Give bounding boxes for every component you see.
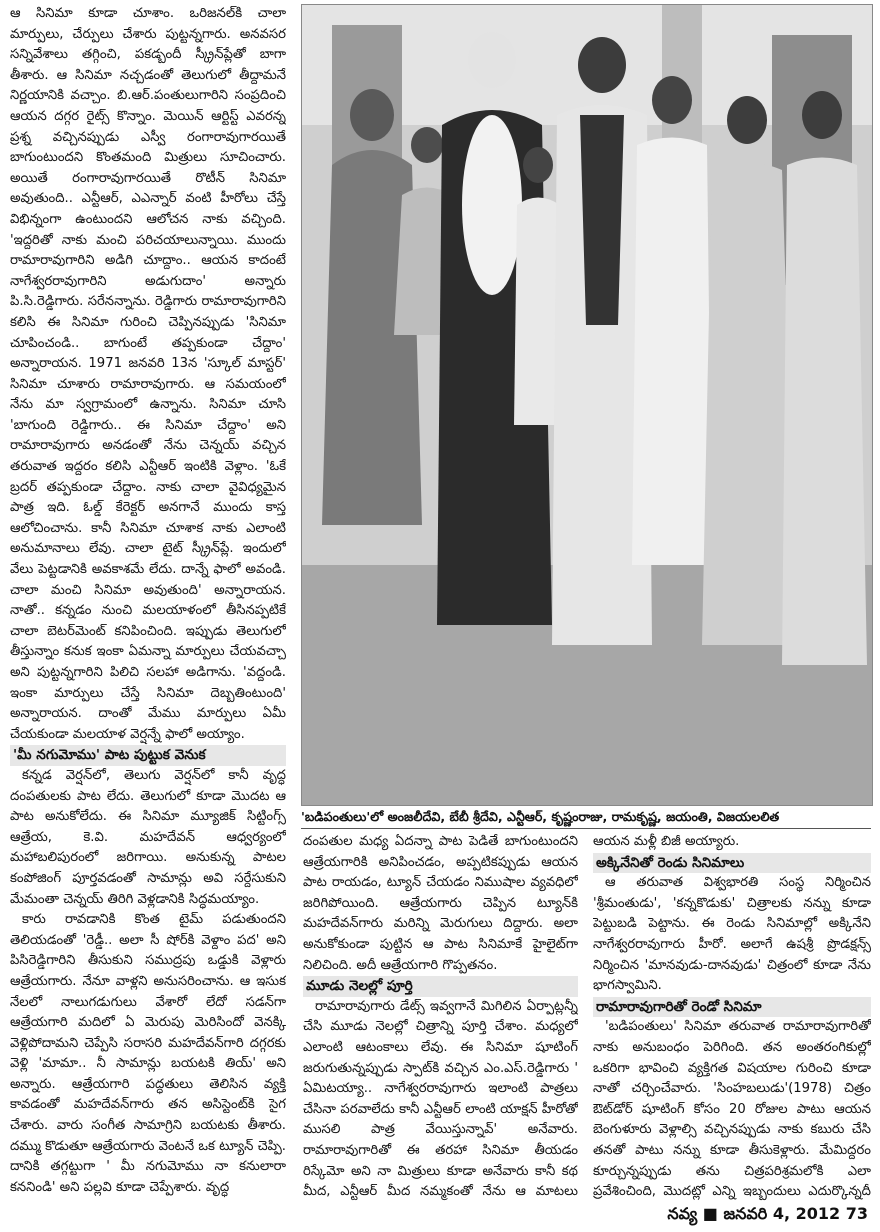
paragraph: కారు రావడానికి కొంత టైమ్ పడుతుందని తెలియడంతో 'రెడ్డీ.. అలా సీ షోర్‌కి వెళ్దాం పద' అని పిసిరెడ్డిగారిని తీసుకుని సముద్రపు ఒడ్డుకి వెళ్లారు ఆత్రేయగారు. నేనూ వాళ్లని అనుసరించాను. ఆ ఇసుక నేలలో నాలుగడుగులు వేశారో లేదో సడన్‌గా ఆత్రేయగారి మదిలో ఏ మెరుపు మెరిసిందో వెనక్కి వెళ్లిపోదామని చెప్పేసి సరాసరి మహదేవన్‌గారి దగ్గరకు వెళ్లి 'మామా.. నీ సామాన్లు బయటకి తియ్' అని అన్నారు. ఆత్రేయగారి పద్ధతులు తెలిసిన వ్యక్తి కావడంతో మహదేవన్‌గారు తన అసిస్టెంట్‌కి సైగ చేశారు. వారు సంగీత సామాగ్రిని బయటకు తీశారు. దమ్ము కొడుతూ ఆత్రేయగారు వెంటనే ఒక ట్యూన్ చెప్పి. దానికి తగ్గట్టుగా ' మీ నగుమోము నా కనులారా కననిండి' అని పల్లవి కూడా చెప్పేశారు. వృద్ధ [10, 912, 286, 1195]
issue-date: జనవరి 4, 2012 [723, 1204, 841, 1223]
magazine-name: నవ్య [667, 1204, 698, 1223]
paragraph: కన్నడ వెర్షన్‌లో, తెలుగు వెర్షన్‌లో కానీ వృద్ధ దంపతులకు పాట లేదు. తెలుగులో కూడా మొదట ఆ పాట అనుకోలేదు. ఈ సినిమా మ్యూజిక్ సిట్టింగ్స్ ఆత్రేయ, కె.వి. మహదేవన్ ఆధ్వర్యంలో మహాబలిపురంలో జరిగాయి. అనుకున్న పాటల కంపోజింగ్ పూర్తవడంతో సామాన్లు అవి సర్దేసుకుని మేమంతా చెన్నయ్ తిరిగి వెళ్లడానికి సిద్ధమయ్యాం. [10, 767, 286, 907]
section-heading: మూడు నెలల్లో పూర్తి [303, 976, 578, 997]
paragraph: ఆ సినిమా కూడా చూశాం. ఒరిజనల్‌కి చాలా మార్పులు, చేర్పులు చేశారు పుట్టన్నగారు. అనవసర సన్నివేశాలు తగ్గించి, పకడ్బందీ స్క్రీన్‌ప్లేతో బాగా తీశారు. ఆ సినిమా నచ్చడంతో తెలుగులో తీద్దామనే నిర్ణయానికి వచ్చాం. బి.ఆర్.పంతులుగారిని సంప్రదించి ఆయన దగ్గర రైట్స్ కొన్నాం. మెయిన్ ఆర్టిస్ట్ ఎవరన్న ప్రశ్న వచ్చినప్పుడు ఎస్వీ రంగారావుగారయితే బాగుంటుందని కొంతమంది మిత్రులు సూచించారు. అయితే రంగారావుగారయితే రొటీన్ సినిమా అవుతుంది.. ఎన్టీఆర్, ఎఎన్నార్ వంటి హీరోలు చేస్తే విభిన్నంగా ఉంటుందని ఆలోచన నాకు వచ్చింది. 'ఇద్దరితో నాకు మంచి పరిచయాలున్నాయి. ముందు రామారావుగారిని అడిగి చూద్దాం.. ఆయన కాదంటే నాగేశ్వరరావుగారిని అడుగుదాం' అన్నారు పి.సి.రెడ్డిగారు. సరేనన్నాను. రెడ్డిగారు రామారావుగారిని కలిసి ఈ సినిమా గురించి చెప్పినప్పుడు 'సినిమా చూపించండి.. బాగుంటే తప్పకుండా చేద్దాం' అన్నారాయన. 1971 జనవరి 13న 'స్కూల్ మాస్టర్' సినిమా చూశారు రామారావుగారు. ఆ సమయంలో నేను మా స్వగ్రామంలో ఉన్నాను. సినిమా చూసి 'బాగుంది రెడ్డిగారు.. ఈ సినిమా చేద్దాం' అని రామారావుగారు అనడంతో నేను చెన్నయ్ వచ్చిన తరువాత ఇద్దరం కలిసి ఎన్టీఆర్ ఇంటికి వెళ్లాం. 'ఓకే బ్రదర్ తప్పకుండా చేద్దాం. నాకు చాలా వైవిధ్యమైన పాత్ర ఇది. ఓల్డ్ కేరెక్టర్ అనగానే ముందు కాస్త ఆలోచించాను. కానీ సినిమా చూశాక నాకు ఎలాంటి అనుమానాలు లేవు. చాలా టైట్ స్క్రీన్‌ప్లే. ఇందులో వేలు పెట్టడానికి అవకాశమే లేదు. దాన్నే ఫాలో అవండి. చాలా మంచి సినిమా అవుతుంది' అన్నారాయన. నాతో.. కన్నడం నుంచి మలయాళంలో తీసినప్పటికే చాలా బెటర్‌మెంట్ కనిపించింది. ఇప్పుడు తెలుగులో తీస్తున్నాం కనుక ఇంకా ఏమన్నా మార్పులు చేయవచ్చా అని పుట్టన్నగారిని పిలిచి సలహా అడిగాను. 'వద్దండి. ఇంకా మార్పులు చేస్తే సినిమా దెబ్బతింటుంది' అన్నారాయన. దాంతో మేము మార్పులు ఏమీ చేయకుండా మలయాళ వెర్షన్నే ఫాలో అయ్యాం. [10, 6, 286, 742]
article-column-middle [303, 832, 578, 1202]
article-column-right [593, 832, 871, 1202]
section-heading: 'మీ నగుమోము' పాట పుట్టుక వెనుక [10, 745, 286, 766]
footer-separator: ■ [702, 1204, 718, 1223]
paragraph: ఆ తరువాత విశ్వభారతి సంస్థ నిర్మించిన 'శ్రీమంతుడు', 'కన్నకొడుకు' చిత్రాలకు నన్ను కూడా పెట్టుబడి పెట్టాను. ఈ రెండు సినిమాల్లో అక్కినేని నాగేశ్వరరావుగారు హీరో. అలాగే ఉషశ్రీ ప్రొడక్షన్స్ నిర్మించిన 'మానవుడు-దానవుడు' చిత్రంలో కూడా నేను భాగస్వామిని. [593, 875, 871, 994]
paragraph: రామారావుగారు డేట్స్ ఇవ్వగానే మిగిలిన ఏర్పాట్లన్నీ చేసి మూడు నెలల్లో చిత్రాన్ని పూర్తి చేశాం. మధ్యలో ఎలాంటి ఆటంకాలు లేవు. ఈ సినిమా షూటింగ్ జరుగుతున్నప్పుడు స్పాట్‌కి వచ్చిన ఎం.ఎస్.రెడ్డిగారు ' ఏమిటయ్యా.. నాగేశ్వరరావుగారు ఇలాంటి పాత్రలు చేసినా పరవాలేదు కానీ ఎన్టీఆర్ లాంటి యాక్షన్ హీరోతో ముసలి పాత్ర వేయిస్తున్నావ్' అనేవారు. రామారావుగారితో ఈ తరహా సినిమా తీయడం రిస్కేమో అని నా మిత్రులు కూడా అనేవారు కానీ కథ మీద, ఎన్టీఆర్ మీద నమ్మకంతో నేను ఆ మాటలు [303, 998, 578, 1200]
section-heading: అక్కినేనితో రెండు సినిమాలు [593, 853, 871, 874]
photo-caption: 'బడిపంతులు'లో అంజలీదేవి, బేబీ శ్రీదేవి, ఎన్టీఆర్, కృష్ణంరాజు, రామకృష్ణ, జయంతి, విజయలలిత [301, 806, 871, 829]
paragraph: 'బడిపంతులు' సినిమా తరువాత రామారావుగారితో నాకు అనుబంధం పెరిగింది. తన అంతరంగికుల్లో ఒకరిగా భావించి వ్యక్తిగత విషయాల గురించి కూడా నాతో చర్చించేవారు. 'సింహబలుడు'(1978) చిత్రం ఔట్‌డోర్ షూటింగ్ కోసం 20 రోజుల పాటు ఆయన బెంగుళూరు వెళ్లాల్సి వచ్చినప్పుడు నాకు కబురు చేసి తనతో పాటు నన్ను కూడా తీసుకెళ్లారు. మేమిద్దరం కూర్చున్నప్పుడు తను చిత్రపరిశ్రమలోకి ఎలా ప్రవేశించింది, మొదట్లో ఎన్ని ఇబ్బందులు ఎదుర్కొన్నదీ [593, 1019, 871, 1200]
photo-illustration [302, 5, 872, 805]
article-column-left [10, 4, 286, 1199]
paragraph: దంపతుల మధ్య ఏదన్నా పాట పెడితే బాగుంటుందని ఆత్రేయగారికి అనిపించడం, అప్పటికప్పుడు ఆయన పాట రాయడం, ట్యూన్ చేయడం నిముషాల వ్యవధిలో జరిగిపోయింది. ఆత్రేయగారు చెప్పిన ట్యూన్‌కి మహదేవన్‌గారు మరిన్ని మెరుగులు దిద్దారు. అలా అనుకోకుండా పుట్టిన ఆ పాట సినిమాకే హైలైట్‌గా నిలిచింది. అదీ ఆత్రేయగారి గొప్పతనం. [303, 834, 578, 973]
film-still-photo [301, 4, 873, 806]
page-footer [667, 1200, 868, 1228]
paragraph: ఆయన మళ్లీ బిజీ అయ్యారు. [593, 834, 740, 849]
section-heading: రామారావుగారితో రెండో సినిమా [593, 997, 871, 1018]
page-number: 73 [845, 1204, 868, 1223]
